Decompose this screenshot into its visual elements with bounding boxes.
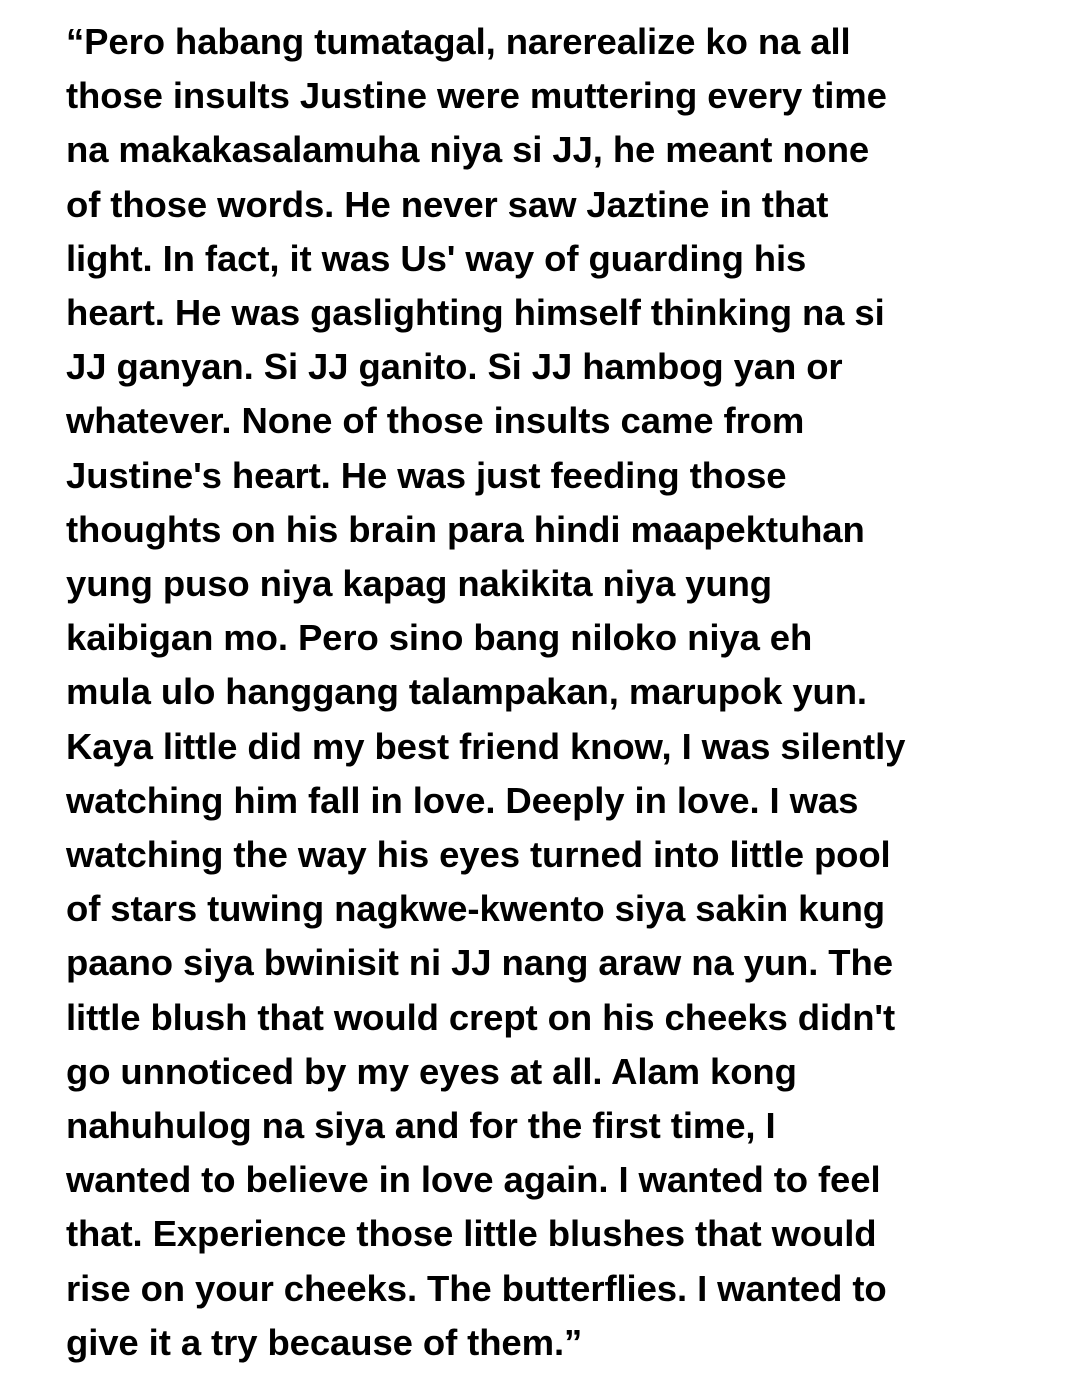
passage-line: heart. He was gaslighting himself thinking na si xyxy=(66,292,885,334)
passage-line: nahuhulog na siya and for the first time, I xyxy=(66,1105,776,1147)
passage-line: thoughts on his brain para hindi maapektuhan xyxy=(66,508,865,550)
passage-line: of stars tuwing nagkwe-kwento siya sakin kung xyxy=(66,888,885,930)
passage-line: Justine's heart. He was just feeding those xyxy=(66,454,787,496)
passage-line: yung puso niya kapag nakikita niya yung xyxy=(66,563,772,605)
passage-line: those insults Justine were muttering every time xyxy=(66,75,887,117)
passage-line: of those words. He never saw Jaztine in that xyxy=(66,183,829,225)
passage-line: rise on your cheeks. The butterflies. I wanted to xyxy=(66,1267,887,1309)
passage-line: go unnoticed by my eyes at all. Alam kong xyxy=(66,1050,797,1092)
passage-line: that. Experience those little blushes that would xyxy=(66,1213,877,1255)
passage-line: little blush that would crept on his cheeks didn't xyxy=(66,996,896,1038)
passage-line: watching him fall in love. Deeply in love. I was xyxy=(66,779,859,821)
passage-line: kaibigan mo. Pero sino bang niloko niya eh xyxy=(66,617,813,659)
passage-line: whatever. None of those insults came from xyxy=(66,400,805,442)
passage-line: mula ulo hanggang talampakan, marupok yun. xyxy=(66,671,867,713)
passage-line: na makakasalamuha niya si JJ, he meant none xyxy=(66,129,870,171)
quoted-passage xyxy=(66,15,1066,1370)
passage-line: JJ ganyan. Si JJ ganito. Si JJ hambog yan or xyxy=(66,346,843,388)
passage-line: wanted to believe in love again. I wanted to feel xyxy=(66,1159,881,1201)
passage-line: Kaya little did my best friend know, I was silently xyxy=(66,725,906,767)
passage-line: paano siya bwinisit ni JJ nang araw na yun. The xyxy=(66,942,893,984)
passage-line: “Pero habang tumatagal, narerealize ko na all xyxy=(66,21,851,62)
passage-line: give it a try because of them.” xyxy=(66,1321,583,1363)
passage-line: light. In fact, it was Us' way of guarding his xyxy=(66,237,807,279)
passage-line: watching the way his eyes turned into little pool xyxy=(66,834,891,876)
